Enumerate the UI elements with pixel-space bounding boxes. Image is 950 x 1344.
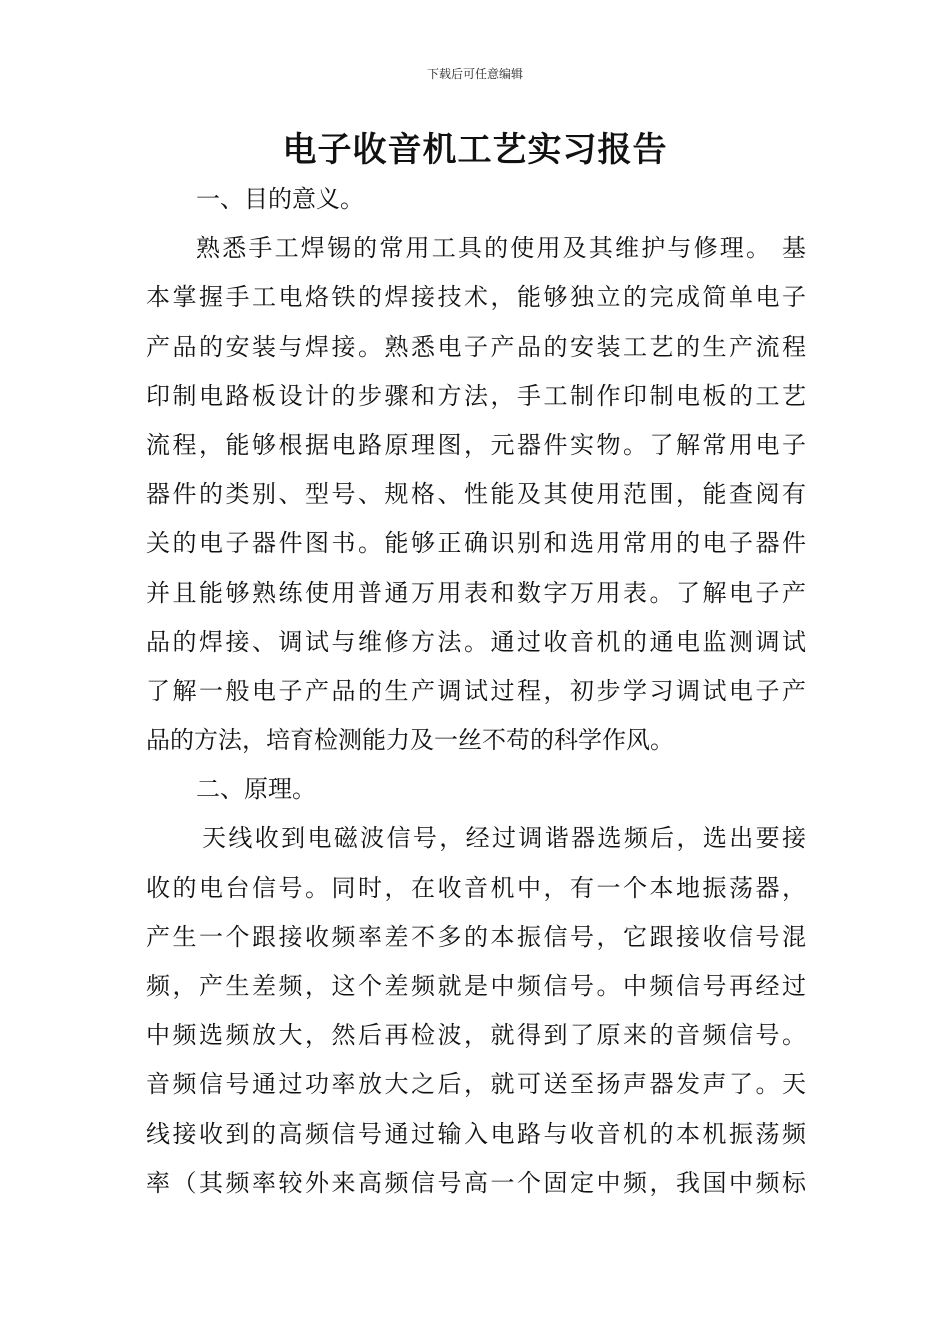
paragraph-line: 频，产生差频，这个差频就是中频信号。中频信号再经过 (146, 972, 806, 1000)
paragraph-line: 产品的安装与焊接。熟悉电子产品的安装工艺的生产流程 (146, 332, 806, 361)
paragraph-line: 收的电台信号。同时，在收音机中，有一个本地振荡器， (146, 873, 806, 902)
paragraph-line: 音频信号通过功率放大之后，就可送至扬声器发声了。天 (146, 1070, 806, 1099)
header-note: 下载后可任意编辑 (426, 67, 523, 81)
paragraph-line: 线接收到的高频信号通过输入电路与收音机的本机振荡频 (146, 1119, 806, 1148)
section-heading-purpose: 一、目的意义。 (196, 185, 364, 213)
paragraph-line: 本掌握手工电烙铁的焊接技术，能够独立的完成简单电子 (146, 283, 806, 312)
paragraph-line: 品的方法，培育检测能力及一丝不苟的科学作风。 (146, 726, 674, 755)
paragraph-line: 品的焊接、调试与维修方法。通过收音机的通电监测调试 (146, 627, 806, 656)
paragraph-line: 并且能够熟练使用普通万用表和数字万用表。了解电子产 (146, 578, 806, 607)
section-heading-principle: 二、原理。 (196, 775, 316, 804)
paragraph-line: 天线收到电磁波信号，经过调谐器选频后，选出要接 (202, 824, 806, 853)
paragraph-line: 了解一般电子产品的生产调试过程，初步学习调试电子产 (146, 676, 806, 705)
paragraph-line: 器件的类别、型号、规格、性能及其使用范围，能查阅有 (146, 480, 806, 509)
document-body (146, 175, 806, 1208)
paragraph-line: 流程，能够根据电路原理图，元器件实物。了解常用电子 (146, 430, 806, 459)
paragraph-line: 熟悉手工焊锡的常用工具的使用及其维护与修理。 基 (196, 234, 806, 263)
paragraph-line: 印制电路板设计的步骤和方法，手工制作印制电板的工艺 (146, 381, 806, 410)
paragraph-line: 产生一个跟接收频率差不多的本振信号，它跟接收信号混 (146, 922, 806, 951)
paragraph-line: 关的电子器件图书。能够正确识别和选用常用的电子器件 (146, 529, 806, 558)
page-title: 电子收音机工艺实习报告 (282, 130, 668, 170)
paragraph-line: 率（其频率较外来高频信号高一个固定中频，我国中频标 (146, 1168, 806, 1197)
paragraph-line: 中频选频放大，然后再检波，就得到了原来的音频信号。 (146, 1021, 806, 1050)
